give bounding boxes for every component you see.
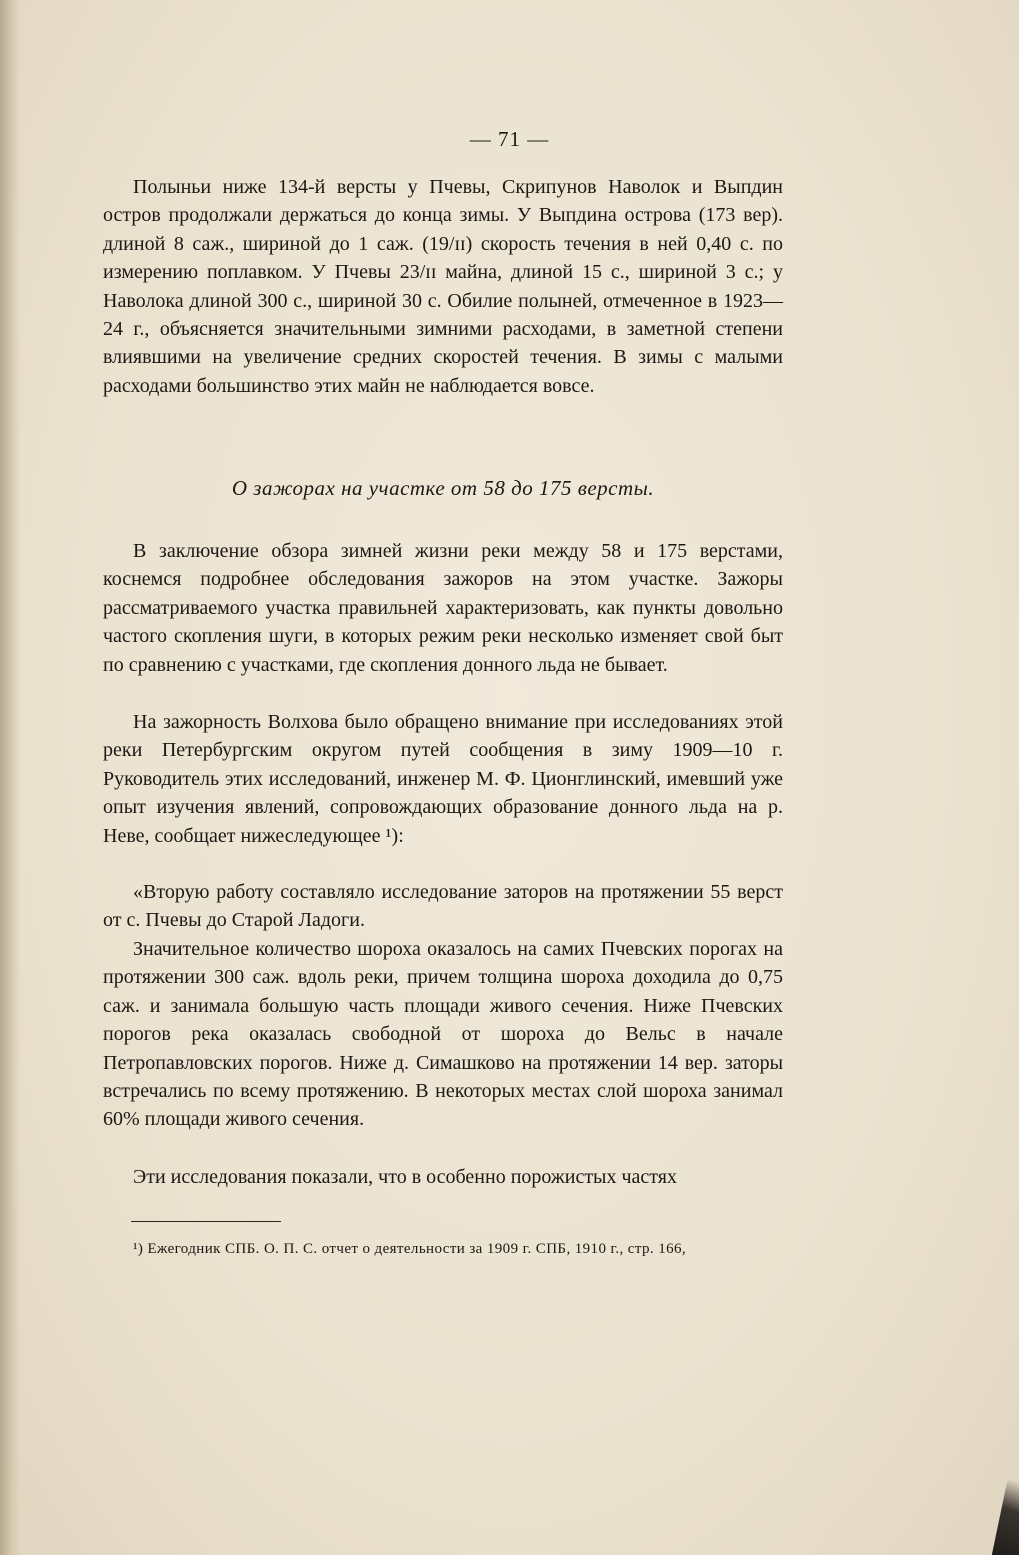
paragraph-ice-quantity (103, 935, 783, 1134)
paragraph-text: «Вторую работу составляло исследование заторов на протяжении 55 верст от с. Пчевы до Старой Ладоги. (103, 881, 783, 932)
footnote-divider (131, 1221, 281, 1222)
paragraph-text: На зажорность Волхова было обращено внимание при исследованиях этой реки Петербургским округом путей сообщения в зиму 1909—10 г. Руководитель этих исследований, инженер М. Ф. Ционглинский, имевший уже опыт изучения явлений, сопровождающих образование донного льда на р. Неве, сообщает нижеследующее ¹): (103, 711, 783, 847)
paragraph-text: В заключение обзора зимней жизни реки между 58 и 175 верстами, коснемся подробнее обследования зажоров на этом участке. Зажоры рассматриваемого участка правильней характеризовать, как пункты довольно частого скопления шуги, в которых режим реки несколько изменяет свой быт по сравнению с участками, где скопления донного льда не бывает. (103, 540, 783, 676)
page-corner-curl (985, 1425, 1019, 1555)
page-binding-shadow (0, 0, 20, 1555)
paragraph-polynyas (103, 173, 783, 400)
paragraph-text: Эти исследования показали, что в особенно порожистых частях (133, 1166, 677, 1188)
paragraph-findings (103, 1163, 783, 1191)
paragraph-text: Полыньи ниже 134-й версты у Пчевы, Скрипунов Наволок и Выпдин остров продолжали держаться до конца зимы. У Выпдина острова (173 вер). длиной 8 саж., шириной до 1 саж. (19/ɪɪ) скорость течения в ней 0,40 с. по измерению поплавком. У Пчевы 23/ɪɪ майна, длиной 15 с., шириной 3 с.; у Наволока длиной 300 с., шириной 30 с. Обилие полыней, отмеченное в 1923—24 г., объясняется значительными зимними расходами, в заметной степени влиявшими на увеличение средних скоростей течения. В зимы с малыми расходами большинство этих майн не наблюдается вовсе. (103, 176, 783, 397)
page-number: — 71 — (469, 127, 550, 151)
paragraph-conclusion (103, 537, 783, 679)
footnote: ¹) Ежегодник СПБ. О. П. С. отчет о деятельности за 1909 г. СПБ, 1910 г., стр. 166, (133, 1241, 687, 1257)
paragraph-quote-start (103, 878, 783, 935)
paragraph-text: Значительное количество шороха оказалось на самих Пчевских порогах на протяжении 300 саж. вдоль реки, причем толщина шороха доходила до 0,75 саж. и занимала большую часть площади живого сечения. Ниже Пчевских порогов река оказалась свободной от шороха до Вельс в начале Петропавловских порогов. Ниже д. Симашково на протяжении 14 вер. заторы встречались по всему протяжению. В некоторых местах слой шороха занимал 60% площади живого сечения. (103, 938, 783, 1131)
section-heading: О зажорах на участке от 58 до 175 версты. (231, 476, 655, 500)
paragraph-research (103, 708, 783, 850)
